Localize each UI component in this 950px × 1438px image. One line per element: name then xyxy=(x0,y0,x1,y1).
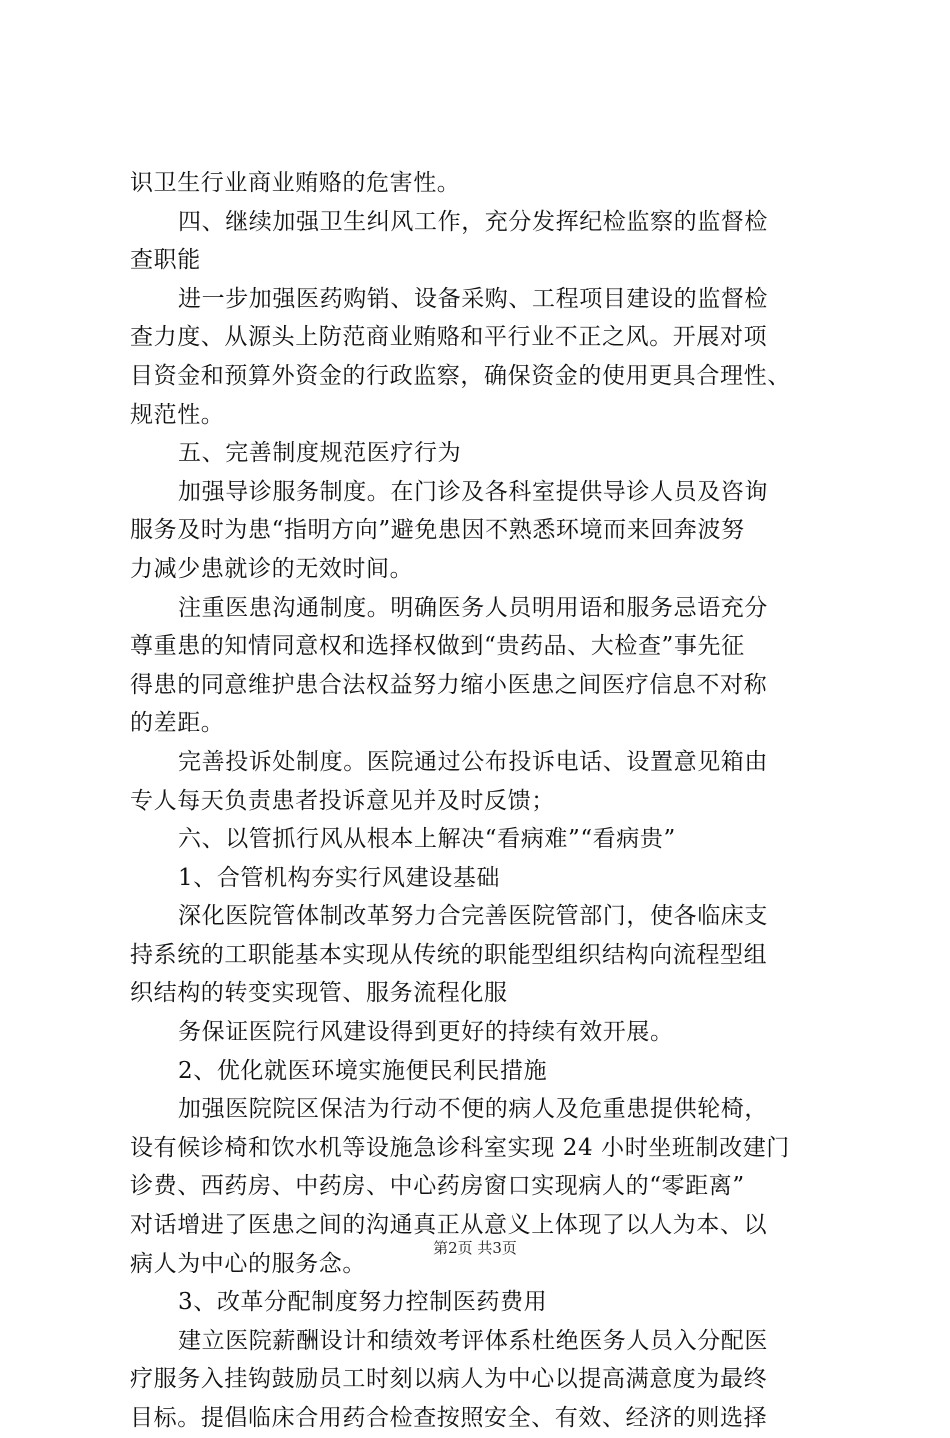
text-line: 深化医院管体制改革努力合完善医院管部门，使各临床支 xyxy=(178,903,768,930)
text-line: 建立医院薪酬设计和绩效考评体系杜绝医务人员入分配医 xyxy=(178,1327,768,1354)
text-line: 加强医院院区保洁为行动不便的病人及危重患提供轮椅， xyxy=(178,1096,768,1123)
text-line: 力减少患就诊的无效时间。 xyxy=(130,555,414,582)
text-line: 的差距。 xyxy=(130,710,225,737)
text-line: 持系统的工职能基本实现从传统的职能型组织结构向流程型组 xyxy=(130,941,768,968)
text-line: 服务及时为患“指明方向”避免患因不熟悉环境而来回奔波努 xyxy=(130,517,745,544)
text-line: 加强导诊服务制度。在门诊及各科室提供导诊人员及咨询 xyxy=(178,478,768,505)
text-line: 对话增进了医患之间的沟通真正从意义上体现了以人为本、以 xyxy=(130,1212,768,1239)
text-line: 病人为中心的服务念。 xyxy=(130,1250,366,1277)
subsection-heading: 3、改革分配制度努力控制医药费用 xyxy=(178,1289,548,1316)
text-line: 专人每天负责患者投诉意见并及时反馈； xyxy=(130,787,555,814)
text-line: 设有候诊椅和饮水机等设施急诊科室实现 24 小时坐班制改建门 xyxy=(130,1134,790,1161)
page-number-footer: 第2页 共3页 xyxy=(433,1239,517,1257)
text-line: 得患的同意维护患合法权益努力缩小医患之间医疗信息不对称 xyxy=(130,671,768,698)
section-heading: 四、继续加强卫生纠风工作，充分发挥纪检监察的监督检 xyxy=(178,208,768,235)
text-line: 规范性。 xyxy=(130,401,225,428)
section-heading: 五、完善制度规范医疗行为 xyxy=(178,440,462,467)
text-line: 目标。提倡临床合用药合检查按照安全、有效、经济的则选择 xyxy=(130,1405,768,1431)
text-line: 务保证医院行风建设得到更好的持续有效开展。 xyxy=(178,1019,674,1046)
text-line: 疗服务入挂钩鼓励员工时刻以病人为中心以提高满意度为最终 xyxy=(130,1366,768,1393)
text-line: 注重医患沟通制度。明确医务人员明用语和服务忌语充分 xyxy=(178,594,768,621)
text-line: 完善投诉处制度。医院通过公布投诉电话、设置意见箱由 xyxy=(178,748,768,775)
section-heading-continued: 查职能 xyxy=(130,247,201,274)
text-line: 识卫生行业商业贿赂的危害性。 xyxy=(130,170,461,196)
text-line: 进一步加强医药购销、设备采购、工程项目建设的监督检 xyxy=(178,285,768,312)
section-heading: 六、以管抓行风从根本上解决“看病难”“看病贵” xyxy=(178,826,676,853)
text-line: 织结构的转变实现管、服务流程化服 xyxy=(130,980,508,1007)
text-line: 尊重患的知情同意权和选择权做到“贵药品、大检查”事先征 xyxy=(130,633,745,660)
text-line: 目资金和预算外资金的行政监察，确保资金的使用更具合理性、 xyxy=(130,362,791,389)
subsection-heading: 1、合管机构夯实行风建设基础 xyxy=(178,864,501,891)
subsection-heading: 2、优化就医环境实施便民利民措施 xyxy=(178,1057,548,1084)
text-line: 诊费、西药房、中药房、中心药房窗口实现病人的“零距离” xyxy=(130,1173,745,1200)
text-line: 查力度、从源头上防范商业贿赂和平行业不正之风。开展对项 xyxy=(130,324,768,351)
